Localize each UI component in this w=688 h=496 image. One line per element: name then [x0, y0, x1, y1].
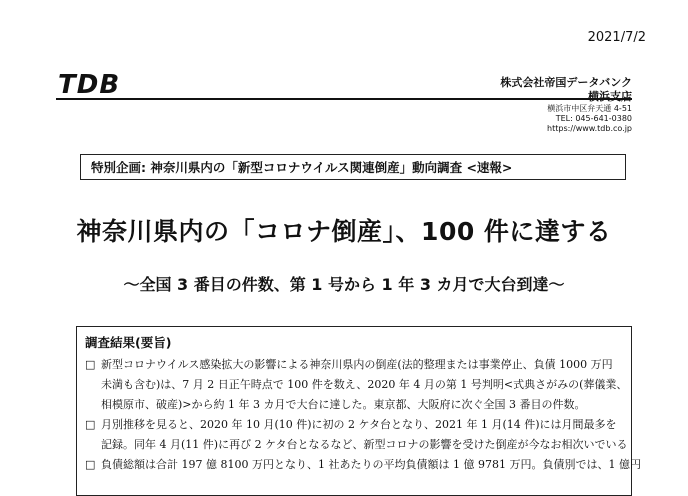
banner-text: 特別企画: 神奈川県内の「新型コロナウイルス関連倒産」動向調査 <速報> — [91, 160, 513, 175]
company-url: https://www.tdb.co.jp — [547, 123, 632, 133]
summary-line: 負債総額は合計 197 億 8100 万円となり、1 社あたりの平均負債額は 1 億 9781 万円。負債別では、1 億円 — [101, 458, 641, 471]
checkbox-icon: □ — [85, 358, 96, 371]
summary-item — [85, 355, 628, 415]
page-title: 神奈川県内の「コロナ倒産」、100 件に達する — [76, 217, 612, 246]
page-subtitle: 〜全国 3 番目の件数、第 1 号から 1 年 3 カ月で大台到達〜 — [123, 275, 565, 294]
checkbox-icon: □ — [85, 458, 96, 471]
summary-line: 記録。同年 4 月(11 件)に再び 2 ケタ台となるなど、新型コロナの影響を受けた倒産が今なお相次いでいる — [101, 438, 628, 451]
summary-line: 新型コロナウイルス感染拡大の影響による神奈川県内の倒産(法的整理または事業停止、負債 1000 万円 — [101, 358, 613, 371]
summary-item — [85, 455, 641, 475]
company-tel: TEL: 045-641-0380 — [555, 113, 632, 123]
summary-item — [85, 415, 628, 455]
summary-line: 月別推移を見ると、2020 年 10 月(10 件)に初の 2 ケタ台となり、2021 年 1 月(14 件)には月間最多を — [101, 418, 617, 431]
summary-line: 相模原市、破産)>から約 1 年 3 カ月で大台に達した。東京都、大阪府に次ぐ全国 3 番目の件数。 — [101, 398, 586, 411]
summary-box — [76, 326, 641, 496]
summary-title: 調査結果(要旨) — [85, 335, 172, 350]
header-divider — [56, 98, 632, 100]
company-info — [492, 76, 632, 134]
checkbox-icon: □ — [85, 418, 96, 431]
tdb-logo: TDB — [58, 70, 121, 100]
company-address: 横浜市中区弁天通 4-51 — [547, 103, 632, 113]
summary-line: 未満も含む)は、7 月 2 日正午時点で 100 件を数え、2020 年 4 月の第 1 号判明<式典さがみの(葬儀業、 — [101, 378, 628, 391]
report-date: 2021/7/2 — [587, 30, 646, 45]
company-name: 株式会社帝国データバンク — [500, 76, 632, 89]
report-banner — [80, 154, 626, 180]
branch-name: 横浜支店 — [588, 89, 632, 103]
